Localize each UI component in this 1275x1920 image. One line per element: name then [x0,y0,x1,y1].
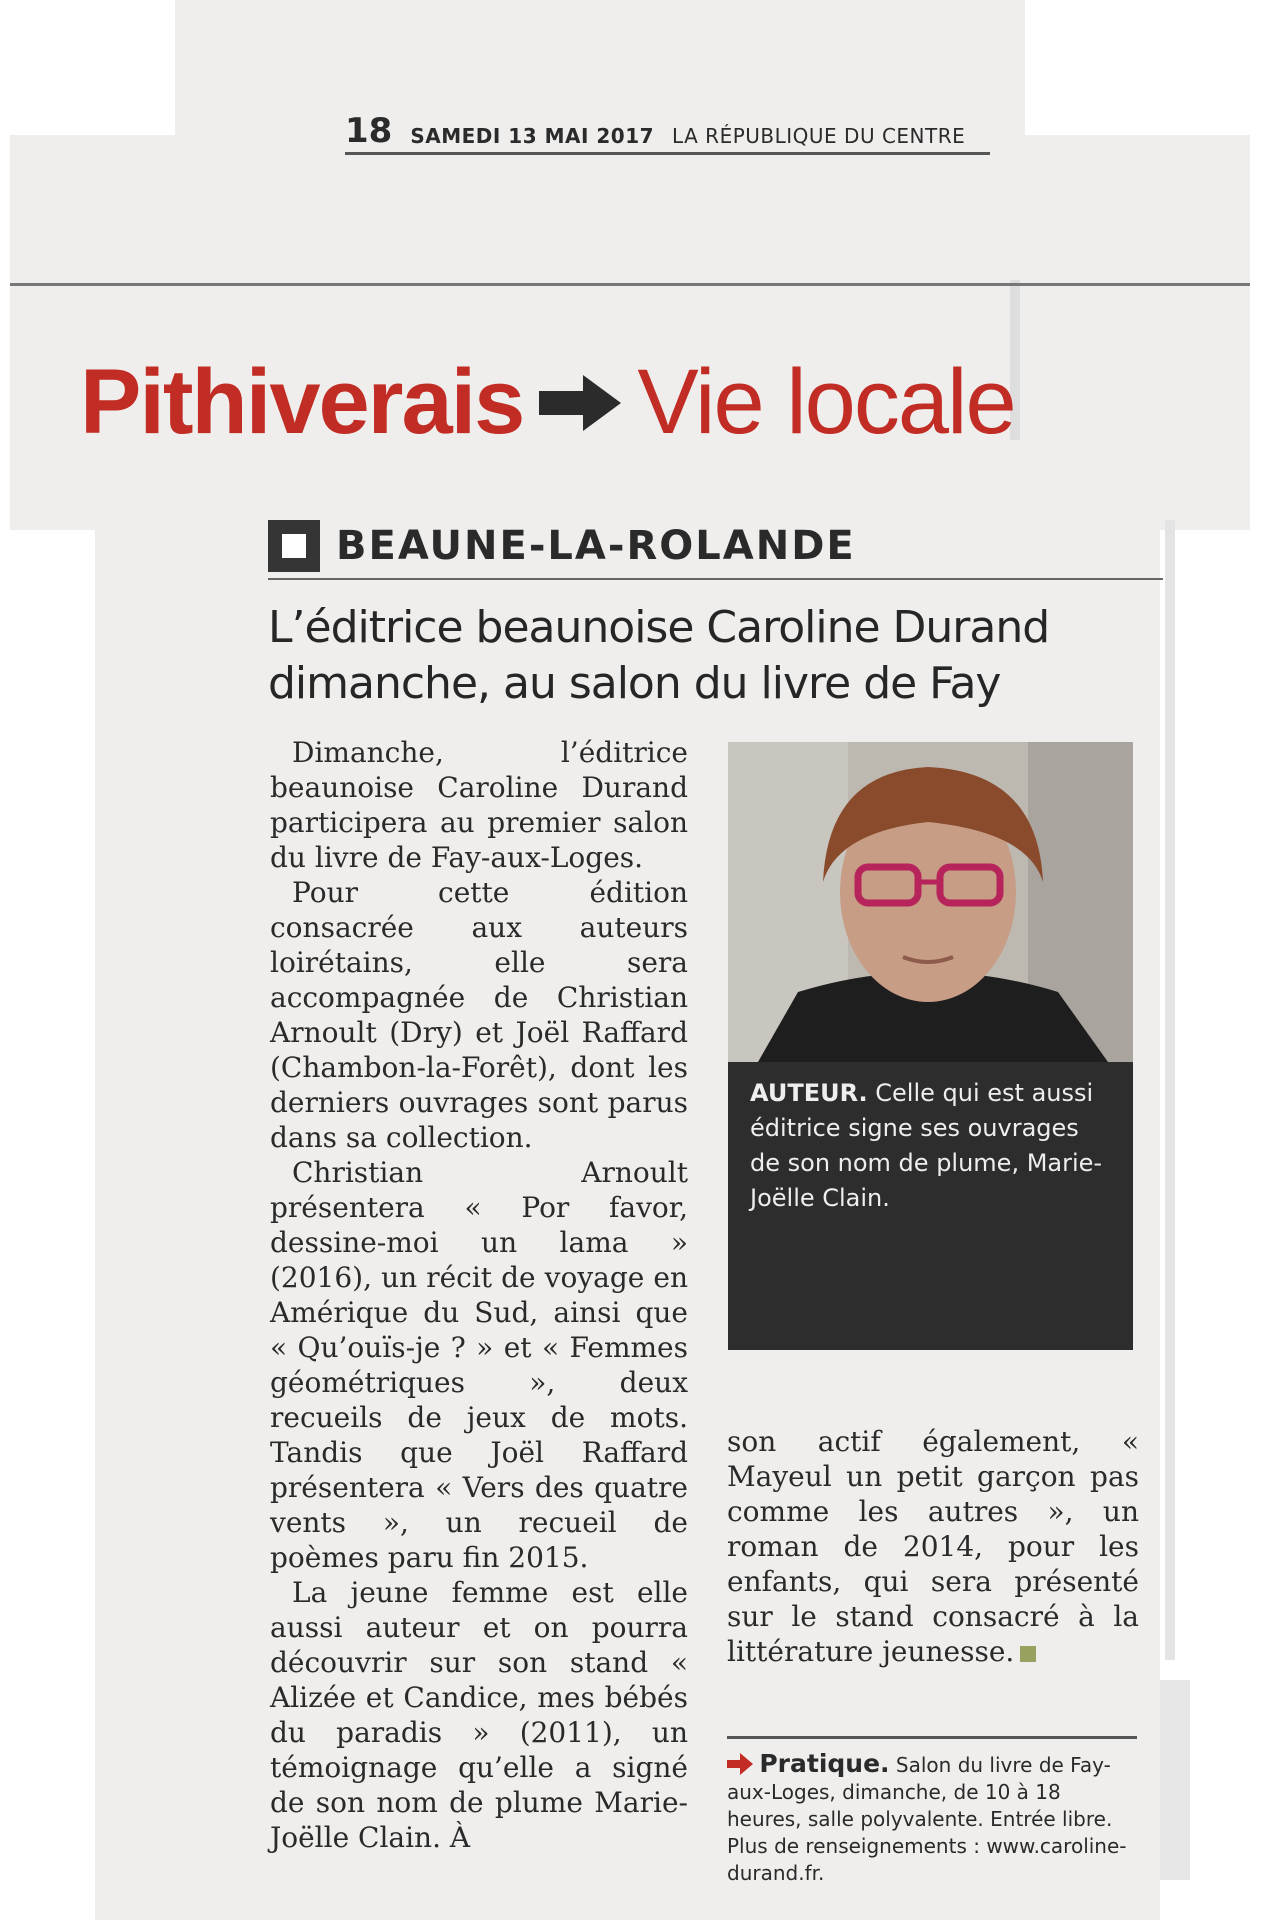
practical-text: Salon du livre de Fay-aux-Loges, dimanche, de 10 à 18 heures, salle polyvalente. Entrée libre. Plus de renseignements : www.caroline-durand.fr. [727,1753,1127,1885]
square-bullet-icon [268,520,320,572]
article-kicker [268,517,856,575]
paragraph: Dimanche, l’éditrice beaunoise Caroline Durand participera au premier salon du livre de Fay-aux-Loges. [270,736,688,874]
section-top-rule [10,283,1250,286]
paragraph [727,1424,1139,1669]
right-arrow-icon [535,373,625,433]
article-column-2 [727,1424,1139,1669]
red-arrow-icon [727,1753,753,1775]
article-column-1 [270,735,688,1855]
paragraph-text: son actif également, « Mayeul un petit garçon pas comme les autres », un roman de 2014, pour les enfants, qui sera présenté sur le stand consacré à la littérature jeunesse. [727,1425,1139,1668]
paragraph: La jeune femme est elle aussi auteur et on pourra découvrir sur son stand « Alizée et Candice, mes bébés du paradis » (2011), un témoignage qu’elle a signé de son nom de plume Marie-Joëlle Clain. À [270,1576,688,1854]
newspaper-name: LA RÉPUBLIQUE DU CENTRE [672,124,966,148]
article-headline: L’éditrice beaunoise Caroline Durand dimanche, au salon du livre de Fay [268,602,1050,709]
page-number: 18 [345,111,393,151]
section-header [80,345,1015,460]
kicker-rule [268,578,1163,580]
section-title: Pithiverais [80,351,524,453]
end-of-article-icon [1020,1646,1036,1662]
kicker-label: BEAUNE-LA-ROLANDE [336,523,856,569]
caption-text: Celle qui est aussi éditrice signe ses ouvrages de son nom de plume, Marie-Joëlle Clain. [750,1079,1103,1212]
section-subtitle: Vie locale [637,351,1015,453]
practical-info [727,1750,1137,1887]
page-folio [345,108,990,155]
portrait-image [728,742,1133,1062]
practical-lead: Pratique. [759,1749,890,1778]
practical-rule [727,1736,1137,1739]
caption-lead: AUTEUR. [750,1079,868,1107]
paragraph: Pour cette édition consacrée aux auteurs loirétains, elle sera accompagnée de Christian Arnoult (Dry) et Joël Raffard (Chambon-la-Forêt), dont les derniers ouvrages sont parus dans sa collection. [270,876,688,1154]
paragraph: Christian Arnoult présentera « Por favor, dessine-moi un lama » (2016), un récit de voyage en Amérique du Sud, ainsi que « Qu’ouïs-je ? » et « Femmes géométriques », deux recueils de jeux de mots. Tandis que Joël Raffard présentera « Vers des quatre vents », un recueil de poèmes paru fin 2015. [270,1156,688,1574]
photo-caption [728,1062,1133,1350]
author-photo [728,742,1133,1062]
issue-date: SAMEDI 13 MAI 2017 [410,124,655,148]
